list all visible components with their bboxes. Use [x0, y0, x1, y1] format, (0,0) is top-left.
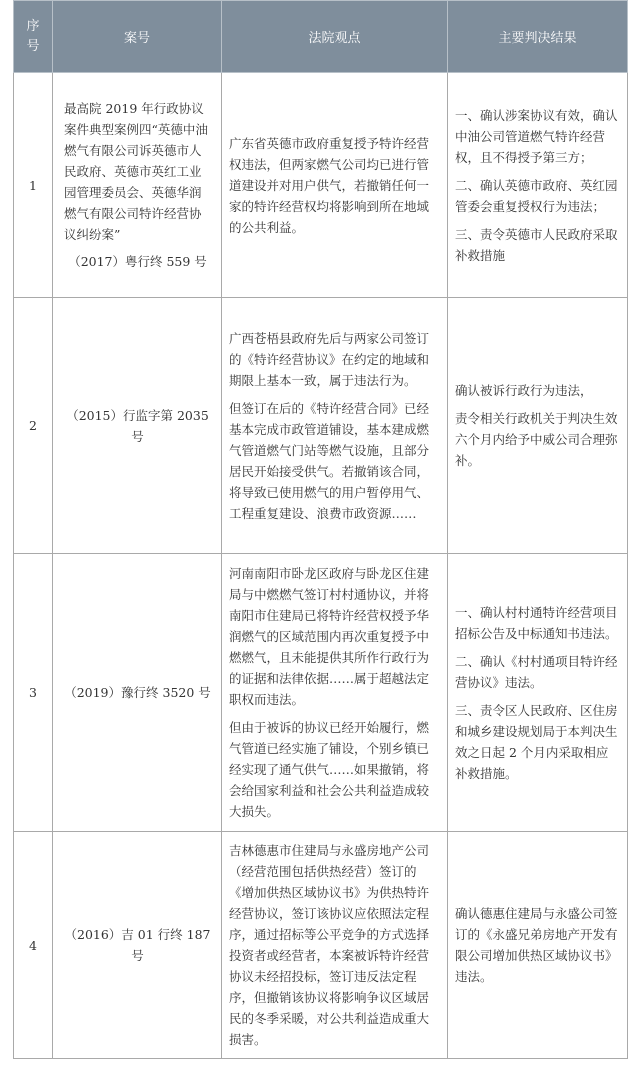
case-cell: [53, 73, 222, 298]
court-view-para: 广西苍梧县政府先后与两家公司签订的《特许经营协议》在约定的地域和期限上基本一致，属于违法行为。: [229, 330, 430, 388]
header-result: 主要判决结果: [448, 1, 628, 73]
result-cell: [448, 554, 628, 832]
result-para: 三、责令区人民政府、区住房和城乡建设规划局于本判决生效之日起 2 个月内采取相应补救措施。: [455, 702, 618, 781]
row-number: 3: [14, 554, 53, 832]
court-view-para: 吉林德惠市住建局与永盛房地产公司（经营范围包括供热经营）签订的《增加供热区域协议书》为供热特许经营协议，签订该协议应依照法定程序，通过招标等公平竞争的方式选择投资者或经营者，本案被诉特许经营协议未经招投标，签订违反法定程序，但撤销该协议将影响争议区域居民的冬季采暖，对公共利益造成重大损害。: [229, 843, 430, 1047]
table-row: [14, 832, 628, 1059]
result-para: 一、确认村村通特许经营项目招标公告及中标通知书违法。: [455, 604, 618, 641]
case-cell: [53, 832, 222, 1059]
result-cell: [448, 73, 628, 298]
table-row: [14, 298, 628, 554]
court-view-cell: [222, 554, 448, 832]
case-cell: [53, 554, 222, 832]
result-cell: [448, 298, 628, 554]
court-view-para: 广东省英德市政府重复授予特许经营权违法，但两家燃气公司均已进行管道建设并对用户供气，若撤销任何一家的特许经营权均将影响到所在地域的公共利益。: [229, 135, 430, 235]
header-case-no: 案号: [53, 1, 222, 73]
result-para: 确认德惠住建局与永盛公司签订的《永盛兄弟房地产开发有限公司增加供热区域协议书》违法。: [455, 906, 618, 984]
court-view-cell: [222, 832, 448, 1059]
court-view-cell: [222, 298, 448, 554]
case-ref: （2017）粤行终 559 号: [68, 254, 207, 269]
case-cell: [53, 298, 222, 554]
court-view-para: 但签订在后的《特许经营合同》已经基本完成市政管道铺设，基本建成燃气管道燃气门站等燃气设施，且部分居民开始接受供气。若撤销该合同，将导致已使用燃气的用户暂停用气、工程重复建设、浪费市政资源……: [229, 400, 430, 521]
judgment-table: [13, 0, 628, 1059]
result-para: 二、确认《村村通项目特许经营协议》违法。: [455, 653, 618, 690]
court-view-cell: [222, 73, 448, 298]
court-view-para: 河南南阳市卧龙区政府与卧龙区住建局与中燃燃气签订村村通协议，并将南阳市住建局已将特许经营权授予华润燃气的区域范围内再次重复授予中燃燃气，且未能提供其所作行政行为的证据和法律依据……属于超越法定职权而违法。: [229, 566, 430, 707]
result-para: 二、确认英德市政府、英红园管委会重复授权行为违法；: [455, 177, 618, 214]
row-number: 2: [14, 298, 53, 554]
table-row: [14, 73, 628, 298]
row-number: 1: [14, 73, 53, 298]
result-para: 三、责令英德市人民政府采取补救措施: [455, 226, 618, 263]
case-ref: （2015）行监字第 2035 号: [66, 407, 209, 444]
header-no: 序 号: [14, 1, 53, 73]
row-number: 4: [14, 832, 53, 1059]
court-view-para: 但由于被诉的协议已经开始履行，燃气管道已经实施了铺设，个别乡镇已经实现了通气供气……如果撤销，将会给国家利益和社会公共利益造成较大损失。: [229, 720, 430, 819]
header-court-view: 法院观点: [222, 1, 448, 73]
header-row: [14, 1, 628, 73]
case-title: 最高院 2019 年行政协议案件典型案例四“英德中油燃气有限公司诉英德市人民政府、英德市英红工业园管理委员会、英德华润燃气有限公司特许经营协议纠纷案”: [64, 101, 208, 242]
case-ref: （2019）豫行终 3520 号: [64, 685, 211, 700]
result-para: 一、确认涉案协议有效，确认中油公司管道燃气特许经营权，且不得授予第三方；: [455, 107, 618, 165]
table-row: [14, 554, 628, 832]
result-para: 确认被诉行政行为违法，: [455, 383, 593, 398]
case-ref: （2016）吉 01 行终 187 号: [64, 927, 211, 963]
result-cell: [448, 832, 628, 1059]
result-para: 责令相关行政机关于判决生效六个月内给予中威公司合理弥补。: [455, 411, 618, 468]
